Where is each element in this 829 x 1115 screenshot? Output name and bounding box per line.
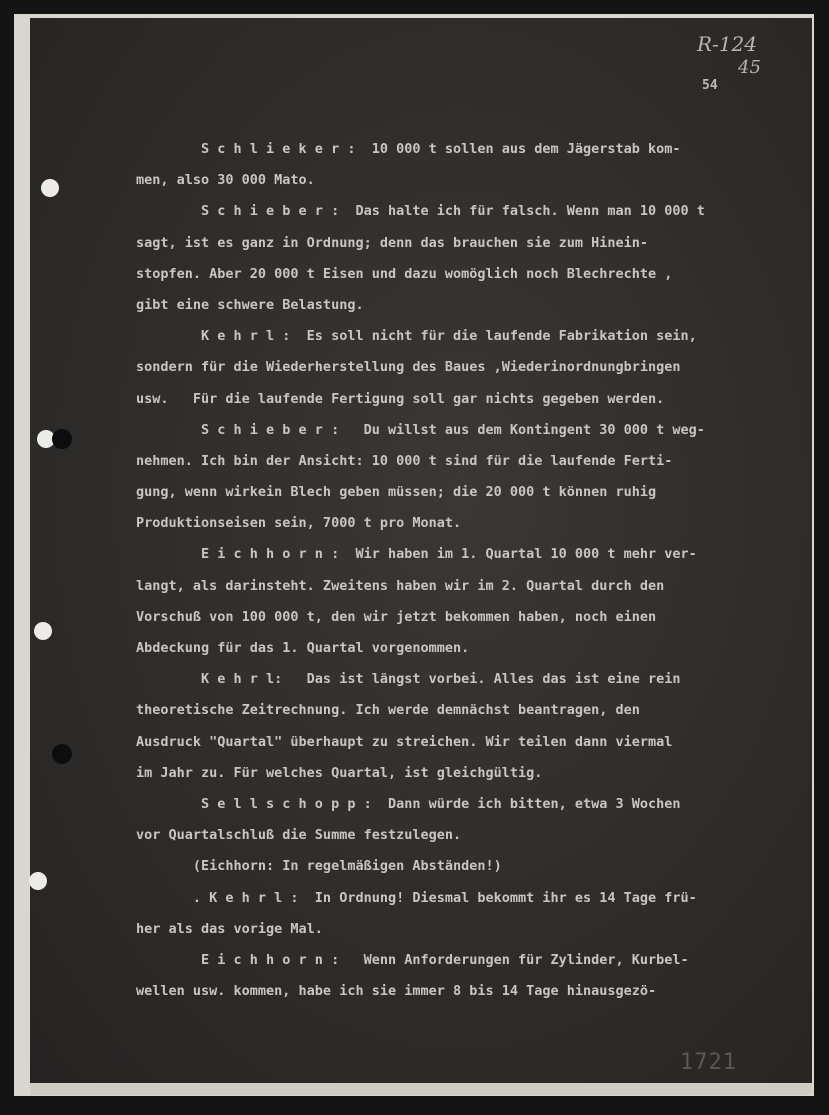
text-line: langt, als darinsteht. Zweitens haben wir im 2. Quartal durch den — [136, 577, 665, 594]
text-line: men, also 30 000 Mato. — [136, 172, 315, 189]
text-line: wellen usw. kommen, habe ich sie immer 8 bis 14 Tage hinausgezö- — [136, 983, 657, 1000]
punch-hole-icon — [52, 744, 72, 764]
text-line: Vorschuß von 100 000 t, den wir jetzt bekommen haben, noch einen — [136, 608, 657, 625]
text-line: S c h i e b e r : Das halte ich für falsch. Wenn man 10 000 t — [136, 203, 705, 220]
text-line: nehmen. Ich bin der Ansicht: 10 000 t sind für die laufende Ferti- — [136, 452, 673, 469]
punch-hole-icon — [41, 179, 59, 197]
text-line: Ausdruck "Quartal" überhaupt zu streichen. Wir teilen dann viermal — [136, 733, 673, 750]
page-number: 54 — [702, 78, 718, 93]
text-line: stopfen. Aber 20 000 t Eisen und dazu womöglich noch Blechrechte , — [136, 265, 673, 282]
text-line: gibt eine schwere Belastung. — [136, 296, 364, 313]
text-line: sondern für die Wiederherstellung des Baues ,Wiederinordnungbringen — [136, 359, 681, 376]
text-line: . K e h r l : In Ordnung! Diesmal bekommt ihr es 14 Tage frü- — [136, 889, 697, 906]
text-line: im Jahr zu. Für welches Quartal, ist gleichgültig. — [136, 764, 543, 781]
text-line: her als das vorige Mal. — [136, 920, 323, 937]
text-line: gung, wenn wirkein Blech geben müssen; die 20 000 t können ruhig — [136, 484, 657, 501]
paper-bottom-strip — [30, 1083, 812, 1095]
transcript-body — [136, 134, 756, 1007]
text-line: K e h r l : Es soll nicht für die laufende Fabrikation sein, — [136, 328, 697, 345]
text-line: E i c h h o r n : Wir haben im 1. Quartal 10 000 t mehr ver- — [136, 546, 697, 563]
punch-hole-icon — [52, 429, 72, 449]
text-line: S c h l i e k e r : 10 000 t sollen aus dem Jägerstab kom- — [136, 141, 681, 157]
text-line: Produktionseisen sein, 7000 t pro Monat. — [136, 515, 462, 532]
text-line: (Eichhorn: In regelmäßigen Abständen!) — [136, 858, 502, 875]
text-line: K e h r l: Das ist längst vorbei. Alles das ist eine rein — [136, 671, 681, 688]
handwritten-annotation-number: 45 — [738, 57, 761, 78]
text-line: E i c h h o r n : Wenn Anforderungen für Zylinder, Kurbel- — [136, 951, 689, 968]
punch-hole-icon — [29, 872, 47, 890]
text-line: sagt, ist es ganz in Ordnung; denn das brauchen sie zum Hinein- — [136, 234, 649, 251]
text-line: theoretische Zeitrechnung. Ich werde demnächst beantragen, den — [136, 702, 640, 719]
text-line: usw. Für die laufende Fertigung soll gar nichts gegeben werden. — [136, 390, 665, 407]
text-line: Abdeckung für das 1. Quartal vorgenommen. — [136, 640, 470, 656]
handwritten-annotation: R-124 — [697, 32, 757, 56]
text-line: S e l l s c h o p p : Dann würde ich bitten, etwa 3 Wochen — [136, 795, 681, 812]
text-line: S c h i e b e r : Du willst aus dem Kontingent 30 000 t weg- — [136, 421, 705, 438]
punch-hole-icon — [34, 622, 52, 640]
text-line: vor Quartalschluß die Summe festzulegen. — [136, 827, 462, 844]
footer-number: 1721 — [680, 1050, 737, 1075]
